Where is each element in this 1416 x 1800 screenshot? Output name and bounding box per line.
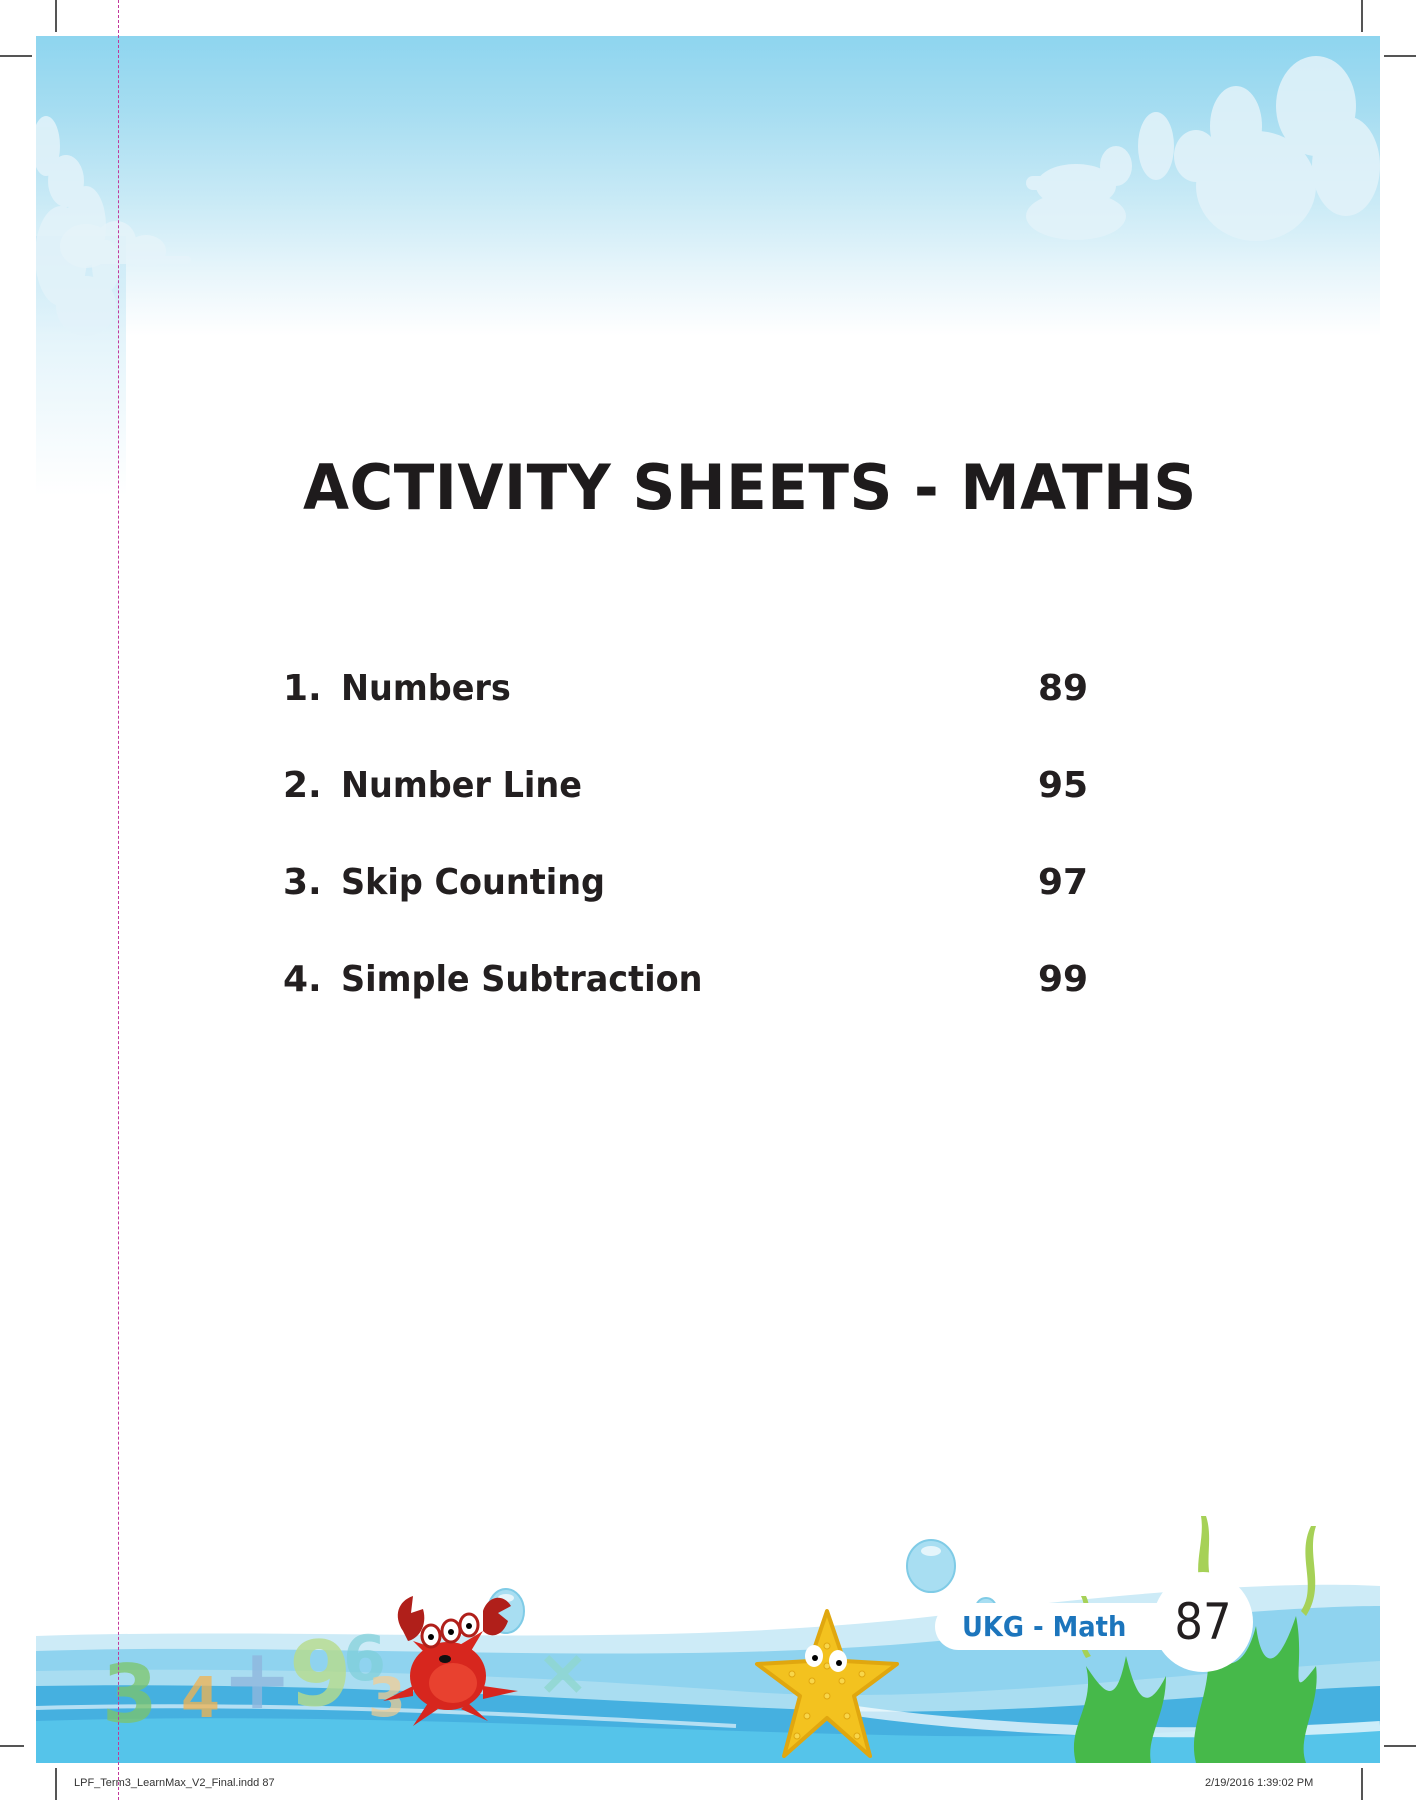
toc-item-label: Number Line (341, 765, 582, 806)
decor-number-9: 9 (289, 1622, 352, 1727)
print-slug-filename: LPF_Term3_LearnMax_V2_Final.indd 87 (74, 1777, 275, 1789)
toc-item-label: Simple Subtraction (341, 959, 703, 1000)
decor-number-3: 3 (102, 1648, 158, 1741)
page-number: 87 (1174, 1593, 1232, 1651)
starfish-icon (752, 1606, 902, 1763)
toc-item-label: Skip Counting (341, 862, 606, 903)
crop-mark-top-right-h (1384, 55, 1416, 57)
crop-mark-bottom-left-v (55, 1768, 57, 1800)
decor-number-3-small: 3 (368, 1666, 406, 1729)
toc-item-number: 2. (283, 765, 322, 806)
crab-icon (373, 1591, 523, 1731)
toc-item[interactable] (283, 761, 1089, 858)
crop-mark-top-left-v (55, 0, 57, 32)
toc-item-page: 99 (1038, 959, 1089, 1000)
toc-item-page: 95 (1038, 765, 1089, 806)
cloud-icon (56, 186, 196, 286)
toc-item-number: 3. (283, 862, 322, 903)
table-of-contents (283, 664, 1089, 1052)
bleed-guide-line (118, 0, 119, 1800)
decor-number-6: 6 (343, 1622, 387, 1695)
crop-mark-bottom-left-h (0, 1745, 24, 1747)
crop-mark-top-right-v (1361, 0, 1363, 32)
toc-item-label: Numbers (341, 668, 511, 709)
toc-item[interactable] (283, 664, 1089, 761)
crop-mark-top-left-h (0, 55, 32, 57)
toc-item-page: 97 (1038, 862, 1089, 903)
footer-badge-label: UKG - Math (962, 1610, 1127, 1643)
crop-mark-bottom-right-v (1361, 1768, 1363, 1800)
cloud-icon (996, 56, 1380, 276)
decor-plus: + (222, 1630, 293, 1728)
page-title: ACTIVITY SHEETS - MATHS (303, 451, 1197, 524)
toc-item[interactable] (283, 955, 1089, 1052)
toc-item-page: 89 (1038, 668, 1089, 709)
crop-mark-bottom-right-h (1384, 1745, 1416, 1747)
decor-number-4: 4 (181, 1666, 220, 1731)
toc-item-number: 1. (283, 668, 322, 709)
toc-item-number: 4. (283, 959, 322, 1000)
print-slug-timestamp: 2/19/2016 1:39:02 PM (1205, 1777, 1314, 1789)
toc-item[interactable] (283, 858, 1089, 955)
decor-times: × (536, 1636, 590, 1710)
